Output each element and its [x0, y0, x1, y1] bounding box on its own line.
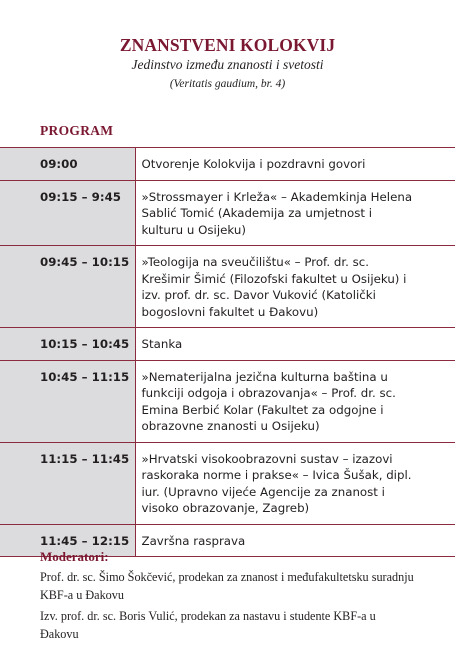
schedule-time: 09:00: [0, 148, 135, 181]
schedule-time: 11:15 – 11:45: [0, 442, 135, 524]
schedule-time: 11:45 – 12:15: [0, 524, 135, 557]
schedule-description: Otvorenje Kolokvija i pozdravni govori: [135, 148, 455, 181]
moderator-entry: Prof. dr. sc. Šimo Šokčević, prodekan za znanost i međufakultetsku suradnju KBF-a u Đakovu: [40, 570, 414, 602]
schedule-description: »Nematerijalna jezična kulturna baština u funkciji odgoja i obrazovanja« – Prof. dr. sc. Emina Berbić Kolar (Fakultet za odgojne i obrazovne znanosti u Osijeku): [135, 360, 455, 442]
schedule-row: [0, 246, 455, 328]
schedule-description: »Hrvatski visokoobrazovni sustav – izazovi raskoraka norme i prakse« – Ivica Šušak, dipl. iur. (Upravno vijeće Agencije za znanost i visoko obrazovanje, Zagreb): [135, 442, 455, 524]
program-heading: PROGRAM: [40, 123, 114, 138]
schedule-row: [0, 148, 455, 181]
moderator-entry: Izv. prof. dr. sc. Boris Vulić, prodekan za nastavu i studente KBF-a u Đakovu: [40, 609, 376, 641]
schedule-row: [0, 442, 455, 524]
schedule-description: Završna rasprava: [135, 524, 455, 557]
schedule-table: [0, 147, 455, 557]
page-subtitle: Jedinstvo između znanosti i svetosti: [131, 57, 324, 72]
schedule-description: »Teologija na sveučilištu« – Prof. dr. sc. Krešimir Šimić (Filozofski fakultet u Osijeku) i izv. prof. dr. sc. Davor Vuković (Katolički bogoslovni fakultet u Đakovu): [135, 246, 455, 328]
schedule-time: 09:45 – 10:15: [0, 246, 135, 328]
schedule-time: 10:45 – 11:15: [0, 360, 135, 442]
schedule-row: [0, 360, 455, 442]
moderators-heading: Moderatori:: [40, 549, 109, 564]
schedule-time: 10:15 – 10:45: [0, 328, 135, 361]
schedule-row: [0, 180, 455, 246]
schedule-row: [0, 328, 455, 361]
series-reference: (Veritatis gaudium, br. 4): [169, 78, 286, 90]
schedule-description: Stanka: [135, 328, 455, 361]
schedule-time: 09:15 – 9:45: [0, 180, 135, 246]
schedule-description: »Strossmayer i Krleža« – Akademkinja Helena Sablić Tomić (Akademija za umjetnost i kulturu u Osijeku): [135, 180, 455, 246]
header: [0, 0, 455, 92]
page-title: ZNANSTVENI KOLOKVIJ: [119, 35, 336, 55]
